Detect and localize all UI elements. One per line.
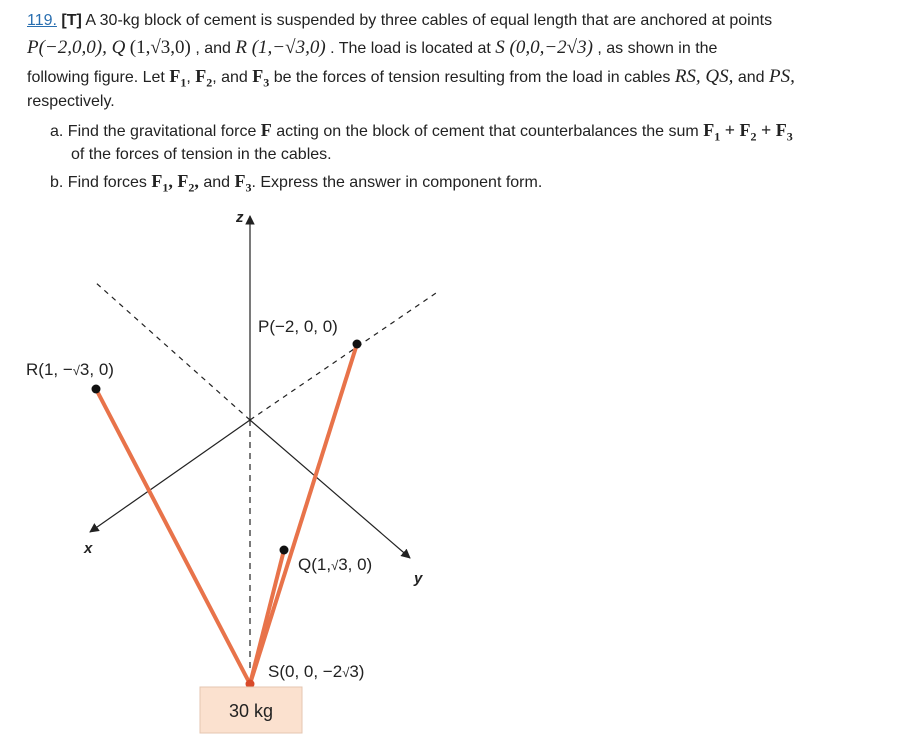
- let-text: following figure. Let: [27, 69, 165, 86]
- problem-intro: A 30-kg block of cement is suspended by three cables of equal length that are anchored at points: [85, 12, 773, 29]
- load-label: 30 kg: [228, 701, 274, 721]
- sqrt-symbol: √: [285, 37, 296, 58]
- y-axis: [250, 420, 410, 558]
- part-b-text-2: . Express the answer in component form.: [251, 174, 543, 191]
- tension-text: be the forces of tension resulting from the load in cables: [273, 69, 671, 86]
- problem-number-link[interactable]: 119.: [27, 12, 57, 29]
- x-axis: [90, 420, 250, 532]
- load-text: . The load is located at: [330, 40, 491, 57]
- part-a-line-2: [71, 142, 332, 168]
- point-p-dot: [353, 340, 362, 349]
- point-p: P(−2,0,0), Q: [27, 37, 126, 58]
- x-axis-dashed: [250, 293, 436, 420]
- forces-list: $F_1$, $F_2$,: [151, 171, 199, 195]
- respectively-text: respectively.: [27, 93, 115, 110]
- text-and-2: and: [737, 69, 765, 86]
- cable-rs: [96, 389, 250, 684]
- point-q: (1,√3,0): [129, 37, 191, 58]
- part-b: b. Find forces $F_1$, $F_2$, and $F_3$. Express the answer in component form.: [50, 171, 543, 195]
- point-q-dot: [280, 546, 289, 555]
- part-b-text-1: b. Find forces: [50, 174, 147, 191]
- point-r-dot: [92, 385, 101, 394]
- cable-ps: [250, 344, 357, 684]
- y-axis-label: y: [414, 570, 423, 587]
- label-s: S(0, 0, −2√3): [268, 662, 365, 681]
- point-r: R (1,−√3,0): [235, 37, 326, 58]
- as-shown-text: , as shown in the: [597, 40, 718, 57]
- x-axis-label: x: [84, 540, 93, 557]
- part-a-text-1: a. Find the gravitational force: [50, 123, 257, 140]
- force-f: F: [260, 120, 272, 140]
- problem-tag: [T]: [61, 12, 82, 29]
- problem-line-4: [27, 89, 115, 115]
- sqrt-symbol: √: [72, 363, 80, 378]
- sqrt-symbol: √: [566, 37, 578, 58]
- part-a-text-2: acting on the block of cement that counterbalances the sum: [276, 123, 699, 140]
- sqrt-symbol: √: [342, 665, 350, 680]
- force-f3-b: $F_3$: [234, 171, 252, 195]
- cable-ps: PS,: [769, 66, 795, 87]
- problem-line-3: following figure. Let $F_1$, $F_2$, and $F_3$ be the forces of tension resulting from the load in cables RS, QS, and PS,: [27, 66, 795, 90]
- z-axis-label: z: [236, 209, 244, 226]
- label-q: Q(1,√3, 0): [298, 555, 373, 574]
- y-axis-dashed: [95, 282, 250, 420]
- label-p: P(−2, 0, 0): [258, 317, 338, 336]
- force-sum: $F_1 + F_2 + F_3$: [703, 120, 793, 144]
- sqrt-symbol: √: [331, 558, 339, 573]
- label-r: R(1, −√3, 0): [26, 360, 114, 379]
- problem-line-1: [27, 8, 897, 34]
- part-a-text-3: of the forces of tension in the cables.: [71, 146, 332, 163]
- cable-figure: [0, 200, 909, 748]
- force-f1: $F_1$: [169, 66, 187, 90]
- sqrt-symbol: √: [150, 37, 161, 58]
- force-f2: $F_2$: [195, 66, 213, 90]
- problem-line-2: [27, 35, 907, 62]
- force-f3: $F_3$: [252, 66, 270, 90]
- point-s: S (0,0,−2√3): [495, 37, 593, 58]
- cables-rs-qs: RS, QS,: [674, 66, 734, 87]
- text-and: , and: [195, 40, 231, 57]
